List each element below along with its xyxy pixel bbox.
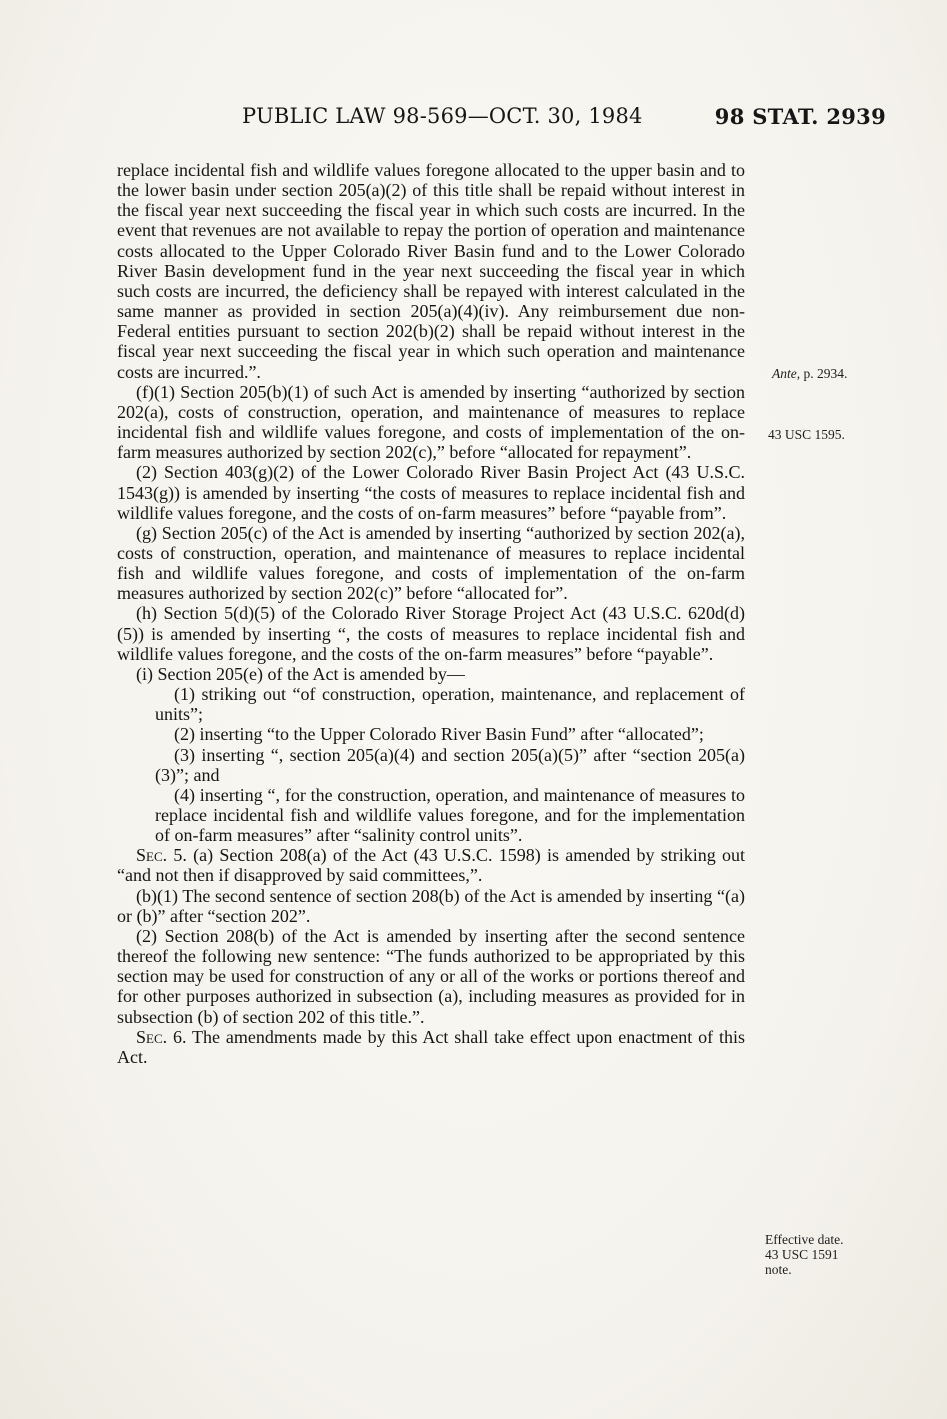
margin-note-ante-italic: Ante, [772,366,801,381]
subsection-g: (g) Section 205(c) of the Act is amended by inserting “authorized by section 202(a), costs of construction, operation, and maintenance of measures to replace incidental fish and wildlife values foregone, and costs of implementation of the on-farm measures authorized by section 202(c)” before “allocated for”. [117,522,745,604]
subsection-i: (i) Section 205(e) of the Act is amended by— [136,663,465,684]
margin-note-effective-date [765,1232,843,1277]
section-5-b1: (b)(1) The second sentence of section 208(b) of the Act is amended by inserting “(a) or (b)” after “section 202”. [117,885,745,926]
margin-note-ante [772,366,847,381]
section-5-text: (a) Section 208(a) of the Act (43 U.S.C. 1598) is amended by striking out “and not then if disapproved by said committees,”. [117,845,745,886]
subsection-i-item-3: (3) inserting “, section 205(a)(4) and section 205(a)(5)” after “section 205(a)(3)”; and [155,744,745,785]
section-6 [117,1027,745,1067]
margin-note-effective-line-1: Effective date. [765,1232,844,1247]
subsection-f1: (f)(1) Section 205(b)(1) of such Act is amended by inserting “authorized by section 202(a), costs of construction, operation, and maintenance of measures to replace incidental fish and wildlife values foregone, and costs of implementation of the on-farm measures authorized by section 202(c),” before “allocated for repayment”. [117,381,745,463]
section-5-b2: (2) Section 208(b) of the Act is amended by inserting after the second sentence thereof the following new sentence: “The funds authorized to be appropriated by this section may be used for construction of any or all of the works or portions thereof and for other purposes authorized in subsection (a), including measures as provided for in subsection (b) of section 202 of this title.”. [117,925,745,1027]
page-header-stat-number: 98 STAT. 2939 [714,104,886,129]
section-6-label: Sec. 6. [136,1026,187,1047]
subsection-i-item-2: (2) inserting “to the Upper Colorado River Basin Fund” after “allocated”; [174,724,704,745]
subsection-i-item-1: (1) striking out “of construction, operation, maintenance, and replacement of units”; [155,684,745,725]
section-6-text: The amendments made by this Act shall take effect upon enactment of this Act. [117,1026,745,1067]
subsection-i-item-4: (4) inserting “, for the construction, operation, and maintenance of measures to replace incidental fish and wildlife values foregone, and for the implementation of on-farm measures” after “salinity control units”. [155,784,745,846]
margin-note-ante-page: p. 2934. [803,366,848,381]
page-header-title: PUBLIC LAW 98-569—OCT. 30, 1984 [242,104,643,128]
section-5 [117,845,745,885]
margin-note-effective-line-3: note. [765,1262,792,1277]
margin-note-effective-line-2: 43 USC 1591 [765,1247,839,1262]
subsection-h: (h) Section 5(d)(5) of the Colorado River Storage Project Act (43 U.S.C. 620d(d)(5)) is amended by inserting “, the costs of measures to replace incidental fish and wildlife values foregone, and the costs of the on-farm measures” before “payable”. [117,603,745,664]
statute-body [117,160,745,1067]
margin-note-43-usc-1595: 43 USC 1595. [768,427,845,442]
subsection-f2: (2) Section 403(g)(2) of the Lower Colorado River Basin Project Act (43 U.S.C. 1543(g)) is amended by inserting “the costs of measures to replace incidental fish and wildlife values foregone, and the costs of on-farm measures” before “payable from”. [117,462,745,523]
continued-paragraph: replace incidental fish and wildlife values foregone allocated to the upper basin and to the lower basin under section 205(a)(2) of this title shall be repaid without interest in the fiscal year next succeeding the fiscal year in which such costs are incurred. In the event that revenues are not available to repay the portion of operation and maintenance costs allocated to the Upper Colorado River Basin fund and to the Lower Colorado River Basin development fund in the year next succeeding the fiscal year in which such costs are incurred, the deficiency shall be repayed with interest calculated in the same manner as provided in section 205(a)(4)(iv). Any reimbursement due non-Federal entities pursuant to section 202(b)(2) shall be repaid without interest in the fiscal year next succeeding the fiscal year in which such operation and maintenance costs are incurred.”. [117,160,745,382]
running-head [0,104,947,134]
section-5-label: Sec. 5. [136,845,187,866]
